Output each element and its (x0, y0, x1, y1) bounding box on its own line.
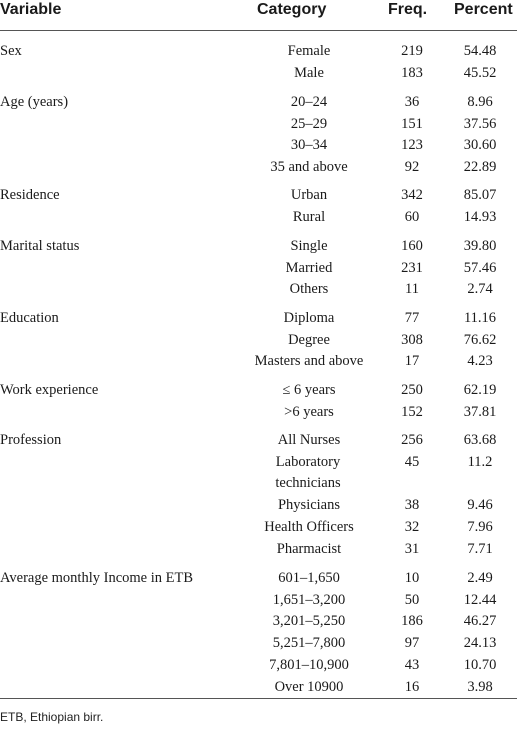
category-cell: Single (290, 238, 328, 254)
freq-cell: 97 (404, 635, 420, 652)
category-cell: Married (285, 259, 333, 276)
freq-cell: 10 (404, 570, 420, 586)
category-cell: 3,201–5,250 (272, 613, 346, 630)
freq-cell: 256 (401, 432, 423, 448)
bottom-rule (0, 698, 517, 699)
freq-cell: 60 (404, 208, 420, 225)
variable-cell: Sex (0, 43, 22, 59)
percent-cell: 12.44 (463, 591, 497, 608)
percent-cell: 85.07 (463, 187, 497, 203)
percent-cell: 63.68 (463, 432, 497, 448)
freq-cell: 152 (401, 403, 423, 420)
freq-cell: 45 (404, 453, 420, 470)
percent-cell: 57.46 (463, 259, 497, 276)
freq-cell: 123 (401, 137, 423, 154)
freq-cell: 219 (401, 43, 423, 59)
freq-cell: 92 (404, 159, 420, 176)
category-cell: Male (294, 64, 324, 81)
percent-cell: 46.27 (463, 613, 497, 630)
freq-cell: 32 (404, 518, 420, 535)
header-percent: Percent (454, 1, 513, 18)
category-cell: Degree (288, 331, 330, 348)
percent-cell: 4.23 (467, 353, 493, 370)
header-variable: Variable (0, 1, 62, 18)
category-cell: Physicians (277, 497, 341, 514)
percent-cell: 37.81 (463, 403, 497, 420)
header-freq: Freq. (388, 1, 428, 18)
variable-cell: Profession (0, 432, 62, 448)
percent-cell: 30.60 (463, 137, 497, 154)
freq-cell: 11 (405, 281, 419, 298)
category-cell: Over 10900 (274, 678, 344, 695)
category-cell: Masters and above (254, 353, 364, 370)
category-cell: 1,651–3,200 (272, 591, 346, 608)
category-cell: Diploma (283, 310, 335, 326)
category-cell: 7,801–10,900 (269, 656, 349, 673)
category-cell: 25–29 (290, 115, 328, 132)
freq-cell: 151 (401, 115, 423, 132)
freq-cell: 16 (404, 678, 420, 695)
category-cell: 35 and above (270, 159, 348, 176)
percent-cell: 2.49 (467, 570, 493, 586)
category-cell: Female (287, 43, 331, 59)
percent-cell: 8.96 (467, 94, 493, 110)
freq-cell: 250 (401, 382, 423, 398)
category-cell: 30–34 (290, 137, 328, 154)
freq-cell: 77 (404, 310, 420, 326)
freq-cell: 36 (404, 94, 420, 110)
category-cell: Others (289, 281, 329, 298)
variable-cell: Education (0, 310, 59, 326)
variable-cell: Marital status (0, 238, 80, 254)
category-cell: ≤ 6 years (282, 382, 336, 398)
percent-cell: 9.46 (467, 497, 493, 514)
freq-cell: 50 (404, 591, 420, 608)
freq-cell: 186 (401, 613, 423, 630)
freq-cell: 183 (401, 64, 423, 81)
category-cell: All Nurses (277, 432, 341, 448)
variable-cell: Age (years) (0, 94, 69, 110)
header-category: Category (257, 1, 327, 18)
percent-cell: 7.96 (467, 518, 493, 535)
freq-cell: 17 (404, 353, 420, 370)
percent-cell: 7.71 (467, 540, 493, 557)
percent-cell: 11.2 (467, 453, 493, 470)
category-cell: Health Officers (264, 518, 354, 535)
variable-cell: Work experience (0, 382, 99, 398)
percent-cell: 54.48 (463, 43, 497, 59)
percent-cell: 22.89 (463, 159, 497, 176)
percent-cell: 2.74 (467, 281, 493, 298)
category-cell: 5,251–7,800 (272, 635, 346, 652)
freq-cell: 342 (401, 187, 423, 203)
category-cell: >6 years (284, 403, 334, 420)
percent-cell: 11.16 (463, 310, 497, 326)
freq-cell: 231 (401, 259, 423, 276)
percent-cell: 76.62 (463, 331, 497, 348)
freq-cell: 38 (404, 497, 420, 514)
variable-cell: Residence (0, 187, 60, 203)
freq-cell: 308 (401, 331, 423, 348)
percent-cell: 10.70 (463, 656, 497, 673)
category-cell: 20–24 (290, 94, 328, 110)
percent-cell: 37.56 (463, 115, 497, 132)
table-header (0, 0, 517, 30)
category-cell: Laboratory technicians (275, 453, 341, 492)
category-cell: Urban (290, 187, 328, 203)
freq-cell: 43 (404, 656, 420, 673)
percent-cell: 45.52 (463, 64, 497, 81)
category-cell: Pharmacist (276, 540, 342, 557)
percent-cell: 24.13 (463, 635, 497, 652)
table-footnote: ETB, Ethiopian birr. (0, 710, 104, 724)
category-cell: Rural (292, 208, 326, 225)
freq-cell: 31 (404, 540, 420, 557)
freq-cell: 160 (401, 238, 423, 254)
category-cell: 601–1,650 (278, 570, 340, 586)
percent-cell: 39.80 (463, 238, 497, 254)
percent-cell: 62.19 (463, 382, 497, 398)
percent-cell: 3.98 (467, 678, 493, 695)
percent-cell: 14.93 (463, 208, 497, 225)
variable-cell: Average monthly Income in ETB (0, 570, 194, 586)
header-rule (0, 30, 517, 31)
